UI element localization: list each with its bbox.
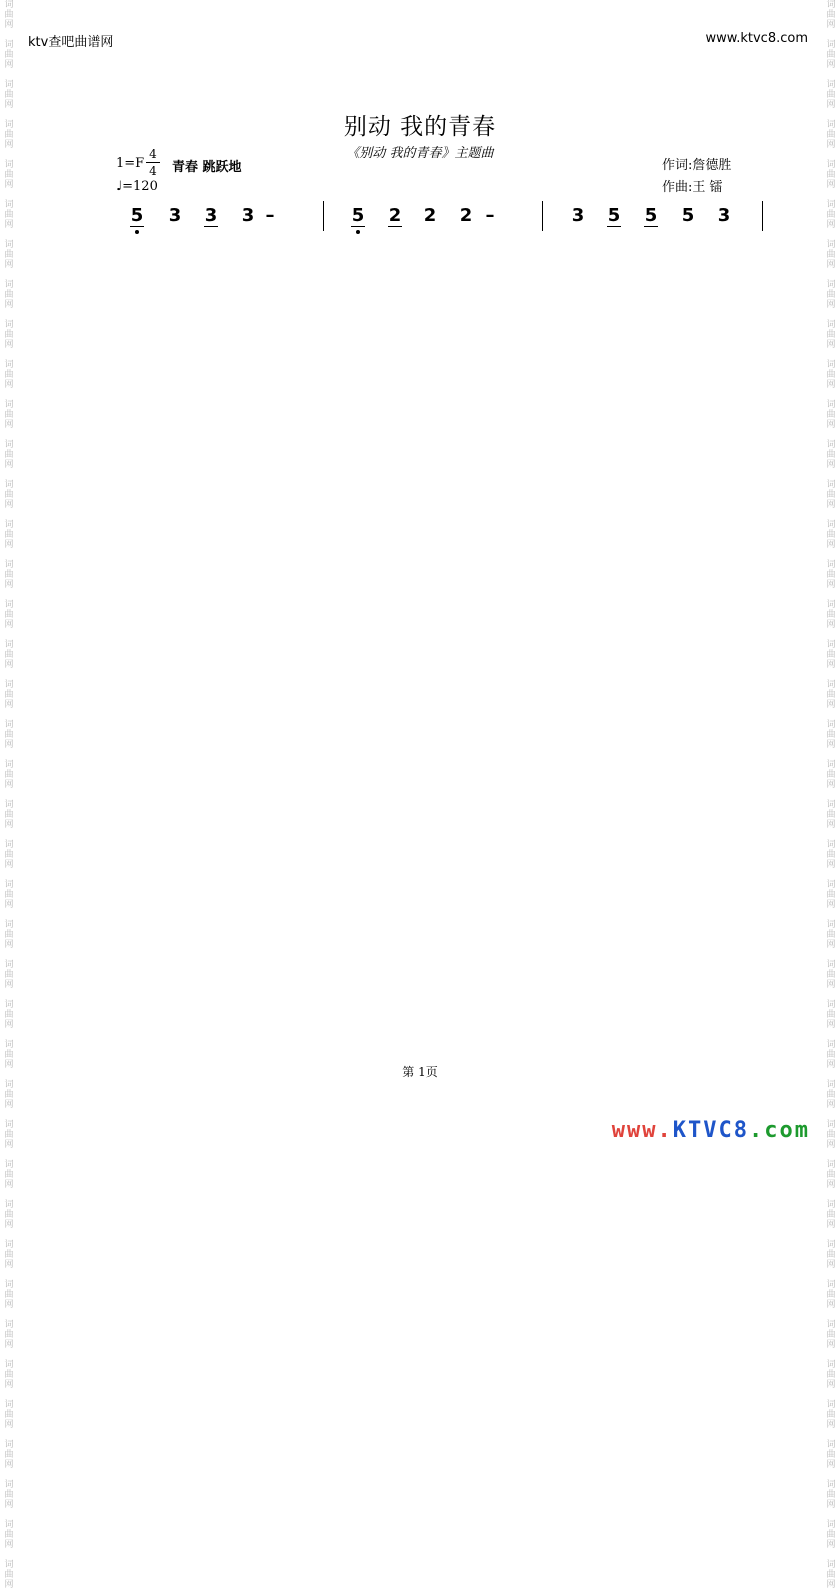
brand-logo: [612, 1118, 810, 1143]
note: 5: [130, 205, 144, 226]
dash: –: [485, 205, 495, 226]
underline: [130, 226, 144, 227]
underline: [607, 226, 621, 227]
barline: [762, 201, 763, 231]
lyricist-credit: 作词:詹德胜: [662, 158, 732, 173]
note: 2: [388, 205, 402, 226]
meter-top: 4: [149, 147, 157, 161]
quarter-note-icon: ♩: [116, 179, 123, 194]
song-subtitle: 《别动 我的青春》主题曲: [346, 146, 494, 161]
note: 3: [717, 205, 731, 226]
note: 3: [571, 205, 585, 226]
underline: [204, 226, 218, 227]
low-octave-dot: [356, 230, 360, 234]
key-signature: 1=F: [116, 156, 145, 171]
page-number: 第 1页: [402, 1065, 438, 1079]
barline: [323, 201, 324, 231]
side-watermark-left: 词 曲 网 词 曲 网 词 曲 网 词 曲 网 词 曲 网 词 曲 网 词 曲 网 词 曲 网 词 曲 网 词 曲 网 词 曲 网 词 曲 网 词 曲 网 词 曲 网 词 曲 网 词 曲 网 词 曲 网 词 曲 网 词 曲 网 词 曲 网 词 曲 网 词 曲 网 词 曲 网 词 曲 网 词 曲 网 词 曲 网 词 曲 网 词 曲 网 词 曲 网 词 曲 网 词 曲 网 词 曲 网 词 曲 网 词 曲 网 词 曲 网 词 曲 网 词 曲 网 词 曲 网 词 曲 网 词 曲 网: [4, 0, 14, 1590]
note: 3: [168, 205, 182, 226]
note: 5: [681, 205, 695, 226]
note: 3: [204, 205, 218, 226]
note: 5: [644, 205, 658, 226]
brand-part-b: KTVC8: [672, 1118, 750, 1143]
underline: [644, 226, 658, 227]
meter-bottom: 4: [146, 162, 160, 179]
note: 3: [241, 205, 255, 226]
site-url-right[interactable]: www.ktvc8.com: [705, 31, 808, 46]
dash: –: [265, 205, 275, 226]
tempo-marking: [116, 179, 158, 194]
brand-part-c: .com: [749, 1118, 810, 1143]
style-marking: 青春 跳跃地: [172, 160, 242, 175]
low-octave-dot: [135, 230, 139, 234]
side-watermark-right: 词 曲 网 词 曲 网 词 曲 网 词 曲 网 词 曲 网 词 曲 网 词 曲 网 词 曲 网 词 曲 网 词 曲 网 词 曲 网 词 曲 网 词 曲 网 词 曲 网 词 曲 网 词 曲 网 词 曲 网 词 曲 网 词 曲 网 词 曲 网 词 曲 网 词 曲 网 词 曲 网 词 曲 网 词 曲 网 词 曲 网 词 曲 网 词 曲 网 词 曲 网 词 曲 网 词 曲 网 词 曲 网 词 曲 网 词 曲 网 词 曲 网 词 曲 网 词 曲 网 词 曲 网 词 曲 网 词 曲 网: [826, 0, 836, 1590]
brand-part-a: www.: [611, 1118, 673, 1143]
time-signature: [146, 146, 160, 179]
underline: [388, 226, 402, 227]
composer-credit: 作曲:王 镭: [662, 180, 723, 195]
note: 5: [351, 205, 365, 226]
underline: [351, 226, 365, 227]
site-name-left[interactable]: ktv查吧曲谱网: [28, 35, 114, 50]
tempo-value: =120: [122, 179, 158, 194]
note: 2: [459, 205, 473, 226]
song-title: 别动 我的青春: [343, 114, 497, 140]
note: 5: [607, 205, 621, 226]
barline: [542, 201, 543, 231]
note: 2: [423, 205, 437, 226]
